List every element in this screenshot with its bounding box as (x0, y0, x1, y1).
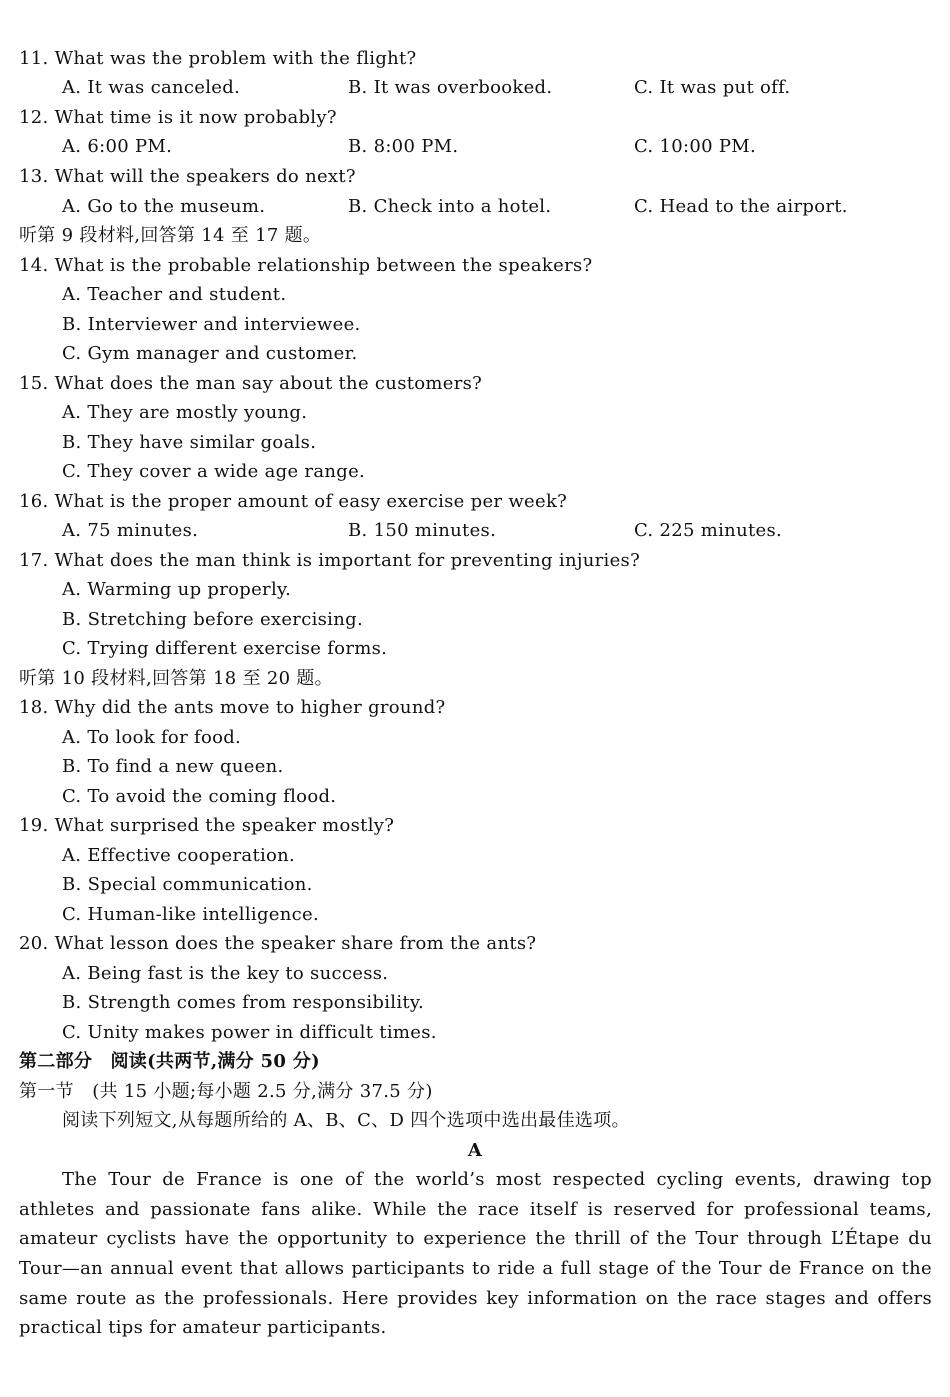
question-stem: 14. What is the probable relationship between the speakers? (19, 255, 593, 276)
option-text: B. Interviewer and interviewee. (62, 314, 361, 335)
question-12 (0, 103, 950, 133)
option-b (0, 605, 950, 635)
question-20 (0, 929, 950, 959)
question-stem: 18. Why did the ants move to higher ground? (19, 697, 446, 718)
option-b (0, 870, 950, 900)
option-c (0, 457, 950, 487)
option-a (0, 959, 950, 989)
section-10-header (0, 664, 950, 694)
passage-line: The Tour de France is one of the world’s most respected cycling events, drawing top (62, 1169, 932, 1190)
option-text: A. Being fast is the key to success. (62, 963, 389, 984)
option-c: C. 225 minutes. (634, 520, 783, 541)
option-c (0, 900, 950, 930)
reading-instructions (0, 1106, 950, 1136)
option-text: B. Stretching before exercising. (62, 609, 363, 630)
option-text: C. They cover a wide age range. (62, 461, 366, 482)
section-header-text: 听第 10 段材料,回答第 18 至 20 题。 (19, 668, 333, 689)
passage-line: Tour—an annual event that allows participants to ride a full stage of the Tour de France on the (19, 1258, 932, 1279)
option-b: B. 8:00 PM. (348, 136, 459, 157)
option-a (0, 280, 950, 310)
question-stem: 16. What is the proper amount of easy exercise per week? (19, 491, 568, 512)
option-c (0, 1018, 950, 1048)
option-a: A. 6:00 PM. (62, 136, 173, 157)
question-stem: 15. What does the man say about the customers? (19, 373, 483, 394)
option-a (0, 723, 950, 753)
option-c: C. It was put off. (634, 77, 791, 98)
option-a: A. Go to the museum. (62, 196, 266, 217)
option-text: A. Warming up properly. (62, 579, 292, 600)
option-text: C. Trying different exercise forms. (62, 638, 388, 659)
option-text: B. They have similar goals. (62, 432, 317, 453)
question-stem: 17. What does the man think is important for preventing injuries? (19, 550, 641, 571)
option-b: B. Check into a hotel. (348, 196, 552, 217)
option-a (0, 398, 950, 428)
question-15 (0, 369, 950, 399)
passage-line: practical tips for amateur participants. (19, 1317, 387, 1338)
section-title-text: 第一节 (共 15 小题;每小题 2.5 分,满分 37.5 分) (19, 1081, 433, 1102)
question-18 (0, 693, 950, 723)
option-text: A. They are mostly young. (62, 402, 308, 423)
option-text: B. Special communication. (62, 874, 313, 895)
question-16-options (0, 516, 950, 546)
question-stem: 12. What time is it now probably? (19, 107, 337, 128)
part-two-title (0, 1047, 950, 1077)
part-title-text: 第二部分 阅读(共两节,满分 50 分) (19, 1051, 320, 1072)
option-b: B. It was overbooked. (348, 77, 553, 98)
question-19 (0, 811, 950, 841)
option-text: B. Strength comes from responsibility. (62, 992, 425, 1013)
question-16 (0, 487, 950, 517)
option-a (0, 575, 950, 605)
option-a: A. 75 minutes. (62, 520, 199, 541)
option-b (0, 752, 950, 782)
question-stem: 13. What will the speakers do next? (19, 166, 356, 187)
question-17 (0, 546, 950, 576)
passage-label (0, 1136, 950, 1166)
option-c (0, 339, 950, 369)
option-b: B. 150 minutes. (348, 520, 497, 541)
option-text: C. To avoid the coming flood. (62, 786, 337, 807)
passage-line: same route as the professionals. Here provides key information on the race stages and offers (19, 1288, 932, 1309)
option-text: C. Gym manager and customer. (62, 343, 358, 364)
question-12-options (0, 132, 950, 162)
option-c: C. 10:00 PM. (634, 136, 757, 157)
option-text: C. Human-like intelligence. (62, 904, 319, 925)
section-9-header (0, 221, 950, 251)
option-text: C. Unity makes power in difficult times. (62, 1022, 437, 1043)
instructions-text: 阅读下列短文,从每题所给的 A、B、C、D 四个选项中选出最佳选项。 (62, 1110, 630, 1131)
question-13 (0, 162, 950, 192)
question-11-options (0, 73, 950, 103)
question-13-options (0, 192, 950, 222)
option-b (0, 310, 950, 340)
passage-line: amateur cyclists have the opportunity to experience the thrill of the Tour through L’Étape du (19, 1228, 932, 1249)
question-11 (0, 44, 950, 74)
question-14 (0, 251, 950, 281)
option-b (0, 988, 950, 1018)
passage-label-text: A (467, 1140, 483, 1161)
option-text: B. To find a new queen. (62, 756, 284, 777)
option-a (0, 841, 950, 871)
option-c: C. Head to the airport. (634, 196, 848, 217)
question-stem: 11. What was the problem with the flight? (19, 48, 417, 69)
option-a: A. It was canceled. (62, 77, 241, 98)
option-c (0, 634, 950, 664)
section-header-text: 听第 9 段材料,回答第 14 至 17 题。 (19, 225, 322, 246)
option-text: A. Effective cooperation. (62, 845, 296, 866)
option-text: A. To look for food. (62, 727, 242, 748)
question-stem: 19. What surprised the speaker mostly? (19, 815, 395, 836)
option-text: A. Teacher and student. (62, 284, 287, 305)
section-one-title (0, 1077, 950, 1107)
question-stem: 20. What lesson does the speaker share from the ants? (19, 933, 537, 954)
option-c (0, 782, 950, 812)
passage-line: athletes and passionate fans alike. While the race itself is reserved for professional teams, (19, 1199, 932, 1220)
option-b (0, 428, 950, 458)
